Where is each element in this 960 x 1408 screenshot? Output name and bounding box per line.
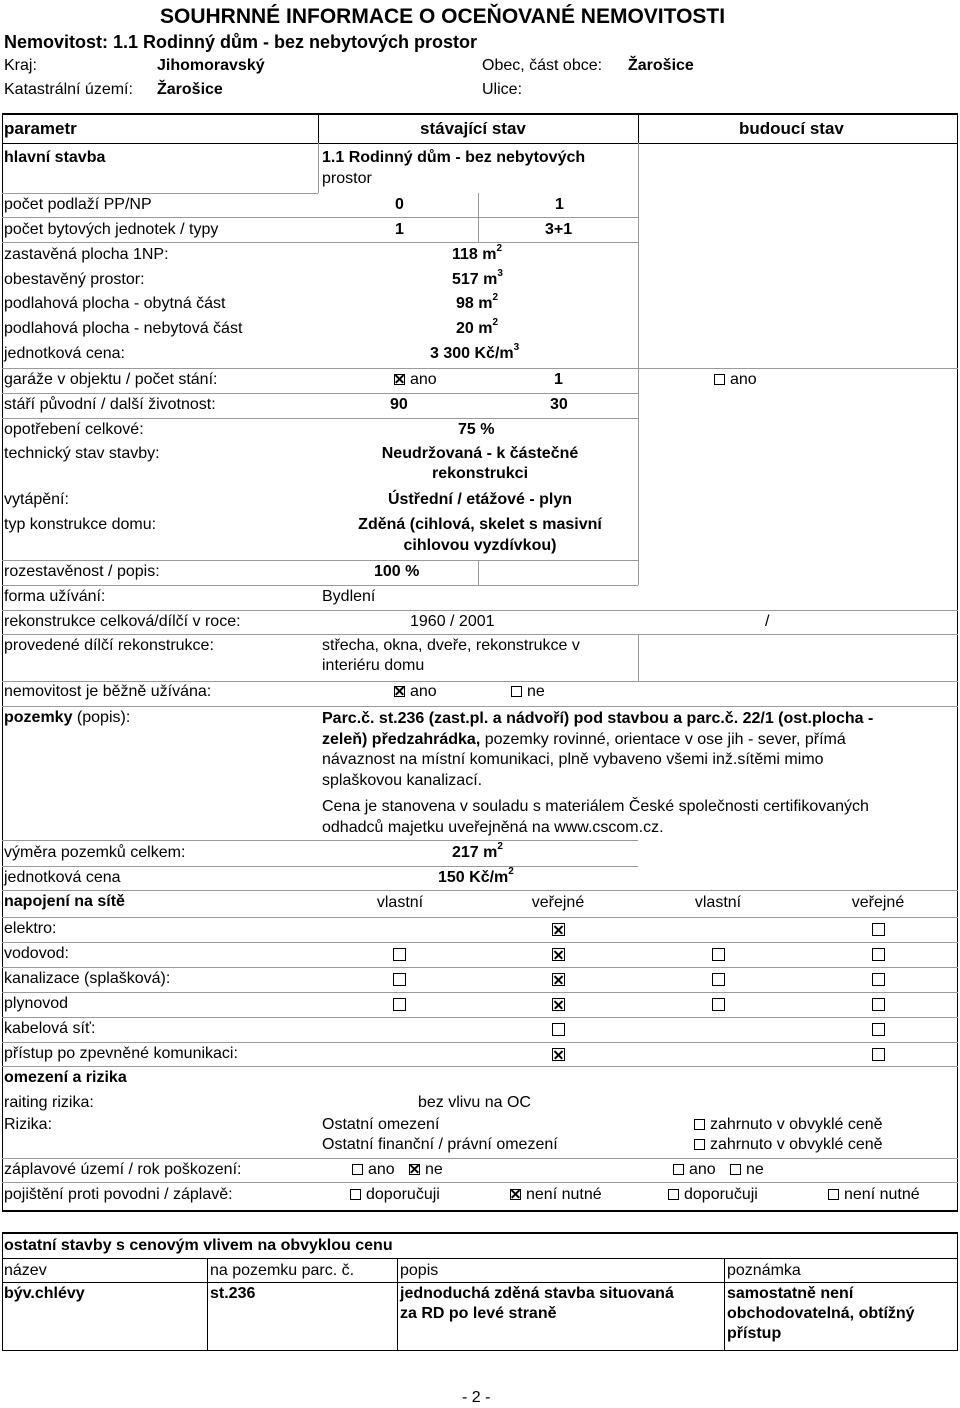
ostatni-poznamka-2: obchodovatelná, obtížný xyxy=(727,1305,915,1322)
site-checkbox[interactable] xyxy=(712,998,725,1011)
site-col-verejne: veřejné xyxy=(531,894,585,911)
site-checkbox[interactable] xyxy=(872,1023,885,1036)
doporucuji-future-label: doporučuji xyxy=(684,1186,758,1203)
konstrukce-label: typ konstrukce domu: xyxy=(4,516,157,533)
site-checkbox[interactable] xyxy=(872,1048,885,1061)
podlazi-label: počet podlaží PP/NP xyxy=(4,196,152,213)
pojisteni-label: pojištění proti povodni / záplavě: xyxy=(4,1186,233,1203)
neni-nutne-future-checkbox[interactable] xyxy=(828,1189,839,1200)
garaze-current xyxy=(394,370,437,390)
jednotek-pocet: 1 xyxy=(395,221,404,238)
doporucuji xyxy=(350,1185,440,1205)
site-checkbox[interactable] xyxy=(872,973,885,986)
site-checkbox[interactable] xyxy=(552,948,565,961)
head-col-divider-1 xyxy=(318,113,319,143)
uzivana-ano-checkbox[interactable] xyxy=(394,686,405,697)
uzivana-ne-label: ne xyxy=(527,683,545,700)
ostatni-parc: st.236 xyxy=(210,1285,256,1302)
uzivana-ano-label: ano xyxy=(410,683,437,700)
head-param: parametr xyxy=(4,119,77,138)
garaze-current-checkbox[interactable] xyxy=(394,374,405,385)
ostatni-head-popis: popis xyxy=(400,1262,439,1279)
row-line xyxy=(2,610,958,611)
site-checkbox[interactable] xyxy=(552,973,565,986)
pozemky-note1: Cena je stanovena v souladu s materiálem České společnosti certifikovaných xyxy=(322,798,869,815)
row-line xyxy=(2,706,958,707)
pozemky-label-bold: pozemky xyxy=(4,709,73,726)
obestaveny-label: obestavěný prostor: xyxy=(4,271,145,288)
obec-label: Obec, část obce: xyxy=(482,57,603,74)
site-checkbox[interactable] xyxy=(552,1023,565,1036)
rekonstrukce-label: rekonstrukce celková/dílčí v roce: xyxy=(4,613,241,630)
head-current: stávající stav xyxy=(420,119,526,138)
ostatni-popis-1: jednoduchá zděná stavba situovaná xyxy=(400,1285,674,1302)
pozemky-line2-rest: pozemky rovinné, orientace v ose jih - sever, přímá xyxy=(480,731,846,748)
zaplavove-future-ne xyxy=(730,1160,764,1180)
ostatni-poznamka-1: samostatně není xyxy=(727,1285,854,1302)
zahrnuto-1-label: zahrnuto v obvyklé ceně xyxy=(710,1116,883,1133)
row-line xyxy=(2,242,638,243)
site-checkbox[interactable] xyxy=(872,998,885,1011)
neni-nutne-checkbox[interactable] xyxy=(510,1189,521,1200)
riziko-2: Ostatní finanční / právní omezení xyxy=(322,1136,558,1153)
col-line xyxy=(638,143,639,585)
row-line xyxy=(2,890,958,891)
site-col-vlastni-future: vlastní xyxy=(694,894,742,911)
zahrnuto-2-checkbox[interactable] xyxy=(694,1139,705,1150)
nebytova-value: 20 $m^2$ xyxy=(456,316,499,337)
rizika-label: Rizika: xyxy=(4,1116,53,1133)
row-line xyxy=(2,1158,958,1159)
raiting-label: raiting rizika: xyxy=(4,1094,94,1111)
hlavni-stavba-line2: prostor xyxy=(322,170,372,187)
site-col-verejne-future: veřejné xyxy=(851,894,905,911)
table-left-border xyxy=(2,113,3,1211)
rekonstrukce-value: 1960 / 2001 xyxy=(410,613,495,630)
doporucuji-future-checkbox[interactable] xyxy=(668,1189,679,1200)
site-item-label: vodovod: xyxy=(4,945,69,962)
head-future: budoucí stav xyxy=(739,119,844,138)
ostatni-left-border xyxy=(2,1232,3,1350)
site-checkbox[interactable] xyxy=(872,923,885,936)
neni-nutne-future-label: není nutné xyxy=(844,1186,920,1203)
doporucuji-future xyxy=(668,1185,758,1205)
zaplavove-future-ne-label: ne xyxy=(746,1161,764,1178)
ulice-label: Ulice: xyxy=(482,81,523,98)
zahrnuto-2 xyxy=(694,1135,883,1155)
pozemky-label-rest: (popis): xyxy=(72,709,131,726)
jcena-label: jednotková cena xyxy=(4,869,121,886)
site-checkbox[interactable] xyxy=(872,948,885,961)
site-checkbox[interactable] xyxy=(552,998,565,1011)
hlavni-stavba-label: hlavní stavba xyxy=(4,149,106,166)
ostatni-right-border xyxy=(957,1232,958,1350)
vymera-label: výměra pozemků celkem: xyxy=(4,844,186,861)
row-line xyxy=(2,917,958,918)
zahrnuto-1-checkbox[interactable] xyxy=(694,1119,705,1130)
zivotnost-value: 30 xyxy=(550,396,568,413)
table-right-border xyxy=(957,113,958,1211)
vymera-value: 217 $m^2$ xyxy=(452,840,503,861)
zahrnuto-1 xyxy=(694,1115,883,1135)
jednotek-typ: 3+1 xyxy=(545,221,573,238)
ostatni-nazev: býv.chlévy xyxy=(4,1285,85,1302)
row-line xyxy=(2,418,638,419)
site-checkbox[interactable] xyxy=(552,1048,565,1061)
row-line xyxy=(2,967,958,968)
page-title: SOUHRNNÉ INFORMACE O OCEŇOVANÉ NEMOVITOSTI xyxy=(160,5,726,28)
site-col-vlastni: vlastní xyxy=(376,894,424,911)
vytapeni-value: Ústřední / etážové - plyn xyxy=(387,491,573,508)
doporucuji-checkbox[interactable] xyxy=(350,1189,361,1200)
cena-label: jednotková cena: xyxy=(4,345,125,362)
doporucuji-label: doporučuji xyxy=(366,1186,440,1203)
jcena-value: 150 $Kč/m^2$ xyxy=(438,865,514,886)
uzivana-label: nemovitost je běžně užívána: xyxy=(4,683,212,700)
pozemky-line2 xyxy=(322,730,846,750)
konstrukce-value-1: Zděná (cihlová, skelet s masivní xyxy=(358,516,602,533)
ostatni-col-line xyxy=(397,1258,398,1350)
ostatni-head-poznamka: poznámka xyxy=(727,1262,801,1279)
site-checkbox[interactable] xyxy=(552,923,565,936)
ostatni-col-line xyxy=(724,1258,725,1350)
row-line xyxy=(2,992,958,993)
ostatni-row-line xyxy=(2,1282,958,1283)
row-line xyxy=(2,1042,958,1043)
provedene-value-2: interiéru domu xyxy=(322,657,425,674)
rozestavenost-label: rozestavěnost / popis: xyxy=(4,563,160,580)
obec-value: Žarošice xyxy=(628,57,694,74)
table-head-divider xyxy=(2,143,958,144)
zastavena-number: 118 m xyxy=(452,246,497,263)
site-checkbox[interactable] xyxy=(393,973,406,986)
garaze-pocet: 1 xyxy=(554,371,563,388)
technicky-value-2: rekonstrukci xyxy=(431,465,529,482)
vytapeni-label: vytápění: xyxy=(4,491,69,508)
stari-value: 90 xyxy=(390,396,408,413)
garaze-future-checkbox[interactable] xyxy=(714,374,725,385)
zaplavove-label: záplavové území / rok poškození: xyxy=(4,1161,242,1178)
neni-nutne xyxy=(510,1185,602,1205)
row-line xyxy=(2,942,958,943)
col-line xyxy=(318,143,319,193)
col-line xyxy=(478,560,479,585)
ostatni-poznamka-3: přístup xyxy=(727,1325,782,1342)
katastr-value: Žarošice xyxy=(157,81,223,98)
head-col-divider-2 xyxy=(638,113,639,143)
row-line xyxy=(2,866,638,867)
opotrebeni-value: 75 % xyxy=(458,421,495,438)
zaplavove-ne-checkbox[interactable] xyxy=(409,1164,420,1175)
zaplavove-ne xyxy=(409,1160,443,1180)
zahrnuto-2-label: zahrnuto v obvyklé ceně xyxy=(710,1136,883,1153)
row-line xyxy=(2,368,958,369)
jcena-number: 150 Kč/m xyxy=(438,869,509,886)
row-line xyxy=(2,217,638,218)
obestaveny-value: 517 $m^3$ xyxy=(452,267,503,288)
forma-label: forma užívání: xyxy=(4,588,106,605)
podlazi-pp: 0 xyxy=(395,196,404,213)
site-item-label: kabelová síť: xyxy=(4,1020,96,1037)
row-line xyxy=(2,193,318,194)
zaplavove-future-ano-checkbox[interactable] xyxy=(673,1164,684,1175)
site-checkbox[interactable] xyxy=(712,948,725,961)
neni-nutne-future xyxy=(828,1185,920,1205)
uzivana-ne xyxy=(511,682,545,702)
cena-number: 3 300 Kč/m xyxy=(430,345,514,362)
ostatni-row-line xyxy=(2,1258,958,1259)
page-number: - 2 - xyxy=(462,1389,491,1406)
forma-value: Bydlení xyxy=(322,588,376,605)
zaplavove-ano-checkbox[interactable] xyxy=(352,1164,363,1175)
kraj-label: Kraj: xyxy=(4,57,37,74)
site-item-label: přístup po zpevněné komunikaci: xyxy=(4,1045,238,1062)
row-line xyxy=(2,393,638,394)
table-top-border xyxy=(2,113,958,115)
site-item-label: plynovod xyxy=(4,995,69,1012)
obestaveny-number: 517 m xyxy=(452,271,498,288)
rizika-header: omezení a rizika xyxy=(4,1069,127,1086)
garaze-future xyxy=(714,370,757,390)
row-line xyxy=(2,840,638,841)
zaplavove-ne-label: ne xyxy=(425,1161,443,1178)
vymera-number: 217 m xyxy=(452,844,498,861)
konstrukce-value-2: cihlovou vyzdívkou) xyxy=(403,537,557,554)
row-line xyxy=(2,634,958,635)
opotrebeni-label: opotřebení celkové: xyxy=(4,421,144,438)
obytna-value: 98 $m^2$ xyxy=(456,291,499,312)
col-line xyxy=(478,193,479,242)
technicky-value-1: Neudržovaná - k částečné xyxy=(381,445,579,462)
pozemky-note2: odhadců majetku uveřejněná na www.cscom.cz. xyxy=(322,819,664,836)
garaze-current-label: ano xyxy=(410,371,437,388)
rozestavenost-value: 100 % xyxy=(374,563,420,580)
site-item-label: kanalizace (splašková): xyxy=(4,970,171,987)
site-checkbox[interactable] xyxy=(393,948,406,961)
zaplavove-future-ano xyxy=(673,1160,716,1180)
row-line xyxy=(2,560,638,561)
technicky-label: technický stav stavby: xyxy=(4,445,160,462)
zastavena-value: 118 $m^2$ xyxy=(452,242,503,263)
uzivana-ano xyxy=(394,682,437,702)
obytna-number: 98 m xyxy=(456,295,493,312)
pozemky-line3: návaznost na místní komunikaci, plně vybaveno všemi inž.sítěmi mimo xyxy=(322,751,824,768)
zastavena-label: zastavěná plocha 1NP: xyxy=(4,246,169,263)
raiting-value: bez vlivu na OC xyxy=(418,1094,531,1111)
row-line xyxy=(2,1182,958,1183)
provedene-label: provedené dílčí rekonstrukce: xyxy=(4,637,214,654)
nebytova-label: podlahová plocha - nebytová část xyxy=(4,320,243,337)
pozemky-line1: Parc.č. st.236 (zast.pl. a nádvoří) pod stavbou a parc.č. 22/1 (ost.plocha - xyxy=(322,710,874,727)
pozemky-line2-bold: zeleň) předzahrádka, xyxy=(322,731,481,748)
obytna-label: podlahová plocha - obytná část xyxy=(4,295,226,312)
cena-value: 3 300 $Kč/m^3$ xyxy=(430,341,520,362)
neni-nutne-label: není nutné xyxy=(526,1186,602,1203)
podlazi-np: 1 xyxy=(555,196,564,213)
col-line xyxy=(638,634,639,682)
site-checkbox[interactable] xyxy=(712,973,725,986)
ostatni-bottom-border xyxy=(2,1350,958,1351)
garaze-label: garáže v objektu / počet stání: xyxy=(4,371,218,388)
riziko-1: Ostatní omezení xyxy=(322,1116,440,1133)
stari-label: stáří původní / další životnost: xyxy=(4,396,216,413)
kraj-value: Jihomoravský xyxy=(157,57,265,74)
table-bottom-border xyxy=(2,1210,958,1212)
zaplavove-future-ano-label: ano xyxy=(689,1161,716,1178)
ostatni-title: ostatní stavby s cenovým vlivem na obvyklou cenu xyxy=(4,1237,393,1254)
pozemky-label xyxy=(4,708,130,728)
site-item-label: elektro: xyxy=(4,920,57,937)
jednotek-label: počet bytových jednotek / typy xyxy=(4,221,219,238)
row-line xyxy=(2,585,638,586)
site-checkbox[interactable] xyxy=(393,998,406,1011)
provedene-value-1: střecha, okna, dveře, rekonstrukce v xyxy=(322,637,580,654)
hlavni-stavba-value xyxy=(322,148,585,168)
hlavni-stavba-line1: 1.1 Rodinný dům - bez nebytových xyxy=(322,149,586,166)
pozemky-line4: splaškovou kanalizací. xyxy=(322,772,483,789)
ostatni-col-line xyxy=(207,1258,208,1350)
site-header: napojení na sítě xyxy=(4,893,125,910)
ostatni-head-parc: na pozemku parc. č. xyxy=(210,1262,355,1279)
uzivana-ne-checkbox[interactable] xyxy=(511,686,522,697)
ostatni-head-nazev: název xyxy=(4,1262,47,1279)
ostatni-top-border xyxy=(2,1232,958,1234)
zaplavove-ano-label: ano xyxy=(368,1161,395,1178)
nebytova-number: 20 m xyxy=(456,320,493,337)
ostatni-popis-2: za RD po levé straně xyxy=(400,1305,557,1322)
katastr-label: Katastrální území: xyxy=(4,81,133,98)
garaze-future-label: ano xyxy=(730,371,757,388)
zaplavove-future-ne-checkbox[interactable] xyxy=(730,1164,741,1175)
property-name: Nemovitost: 1.1 Rodinný dům - bez nebytových prostor xyxy=(4,32,478,52)
rekonstrukce-future: / xyxy=(765,613,770,630)
row-line xyxy=(2,1017,958,1018)
zaplavove-ano xyxy=(352,1160,395,1180)
row-line xyxy=(2,1066,958,1067)
